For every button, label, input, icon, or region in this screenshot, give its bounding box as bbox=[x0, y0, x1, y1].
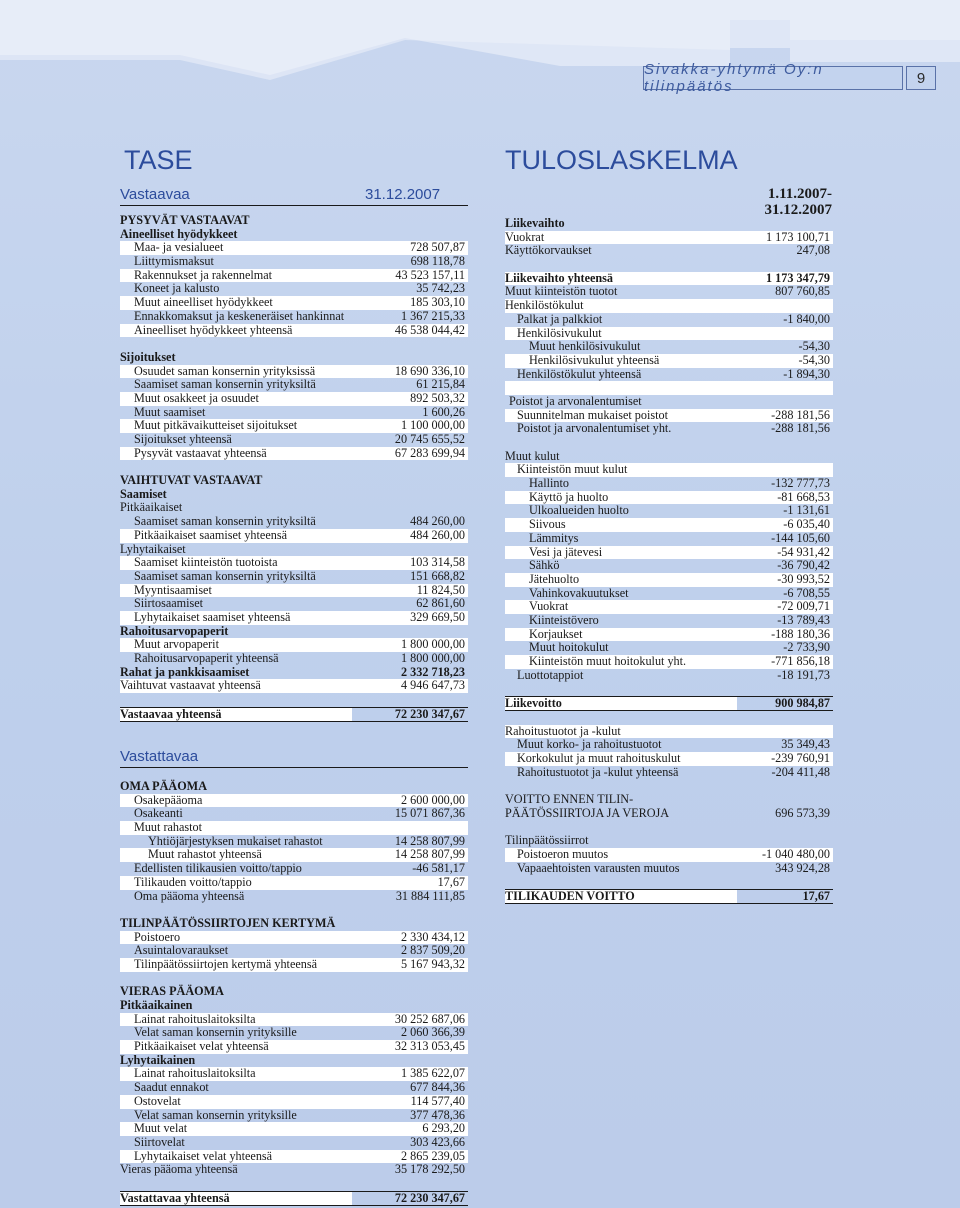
row-value bbox=[352, 693, 468, 707]
row-label: Henkilösivukulut yhteensä bbox=[505, 354, 737, 368]
row-value: -771 856,18 bbox=[737, 655, 833, 669]
row-value: 1 100 000,00 bbox=[352, 419, 468, 433]
row-label: Siivous bbox=[505, 518, 737, 532]
row-label: Pitkäaikaiset bbox=[120, 500, 183, 515]
tuloslaskelma-title: TULOSLASKELMA bbox=[505, 145, 738, 175]
row-label bbox=[505, 436, 737, 450]
row-label: Saadut ennakot bbox=[134, 1080, 209, 1095]
row-value: 2 330 434,12 bbox=[352, 931, 468, 945]
vastattavaa-header: Vastattavaa bbox=[120, 748, 199, 765]
row-value: 2 837 509,20 bbox=[401, 943, 465, 958]
row-value bbox=[352, 460, 468, 474]
row-label: Rahat ja pankkisaamiset bbox=[120, 664, 250, 679]
row-label: VIERAS PÄÄOMA bbox=[120, 984, 224, 999]
row-value bbox=[352, 351, 468, 365]
row-label: Pysyvät vastaavat yhteensä bbox=[120, 447, 352, 461]
row-label: PYSYVÄT VASTAAVAT bbox=[120, 213, 250, 227]
row-label: Jätehuolto bbox=[505, 573, 737, 587]
row-label: Kiinteistövero bbox=[529, 612, 599, 627]
row-value bbox=[352, 985, 468, 999]
row-value: 1 385 622,07 bbox=[352, 1067, 468, 1081]
row-value: -54,30 bbox=[737, 354, 833, 368]
row-label: TILINPÄÄTÖSSIIRTOJEN KERTYMÄ bbox=[120, 915, 336, 930]
row-label: Muut henkilösivukulut bbox=[529, 339, 641, 354]
row-value: 67 283 699,94 bbox=[352, 447, 468, 461]
row-label: Muut kulut bbox=[505, 448, 560, 463]
row-label: Vuokrat bbox=[505, 231, 737, 245]
row-value: 4 946 647,73 bbox=[352, 679, 468, 693]
row-label: Ennakkomaksut ja keskeneräiset hankinnat bbox=[134, 308, 345, 323]
row-value bbox=[352, 543, 468, 557]
row-value: 15 071 867,36 bbox=[394, 806, 465, 821]
row-value: -36 790,42 bbox=[777, 558, 830, 573]
row-label: Vahinkovakuutukset bbox=[529, 585, 629, 600]
row-value: -81 668,53 bbox=[737, 491, 833, 505]
row-value: 1 367 215,33 bbox=[401, 308, 465, 323]
vastaavaa-label: Vastaavaa bbox=[120, 186, 190, 203]
row-label: Henkilösivukulut bbox=[505, 327, 737, 341]
row-value: 11 824,50 bbox=[352, 584, 468, 598]
row-label: Saamiset saman konsernin yrityksiltä bbox=[134, 568, 316, 583]
row-label: Hallinto bbox=[529, 476, 569, 491]
row-value: -132 777,73 bbox=[771, 476, 830, 491]
row-label: Oma pääoma yhteensä bbox=[134, 888, 245, 903]
row-value: 30 252 687,06 bbox=[352, 1013, 468, 1027]
row-value bbox=[737, 711, 833, 725]
row-value bbox=[737, 436, 833, 450]
row-label bbox=[120, 460, 352, 474]
row-label: Poistot ja arvonalentumiset yht. bbox=[517, 421, 672, 436]
row-value: 18 690 336,10 bbox=[352, 365, 468, 379]
row-label: Yhtiöjärjestyksen mukaiset rahastot bbox=[148, 833, 323, 848]
row-label: VAIHTUVAT VASTAAVAT bbox=[120, 473, 263, 488]
row-value bbox=[352, 337, 468, 351]
row-label: Liikevaihto yhteensä bbox=[505, 272, 737, 286]
row-label: Rahoitusarvopaperit yhteensä bbox=[134, 651, 279, 665]
row-label: Aineelliset hyödykkeet yhteensä bbox=[120, 324, 352, 338]
row-label: Vaihtuvat vastaavat yhteensä bbox=[120, 679, 352, 693]
row-label: Osuudet saman konsernin yrityksissä bbox=[120, 365, 352, 379]
row-label bbox=[505, 711, 737, 725]
header-rule bbox=[120, 205, 468, 206]
row-value: 343 924,28 bbox=[775, 860, 830, 875]
row-value bbox=[352, 625, 468, 639]
row-value: -1 040 480,00 bbox=[737, 848, 833, 862]
row-label: Rahoitustuotot ja -kulut yhteensä bbox=[517, 764, 679, 779]
row-label: Edellisten tilikausien voitto/tappio bbox=[134, 861, 302, 876]
row-value bbox=[737, 299, 833, 313]
row-label: Sijoitukset yhteensä bbox=[134, 432, 232, 446]
row-label: TILIKAUDEN VOITTO bbox=[505, 889, 737, 904]
row-value: -18 191,73 bbox=[777, 667, 830, 682]
row-label: Lainat rahoituslaitoksilta bbox=[120, 1067, 352, 1081]
report-title: Sivakka-yhtymä Oy:n tilinpäätös bbox=[644, 61, 824, 95]
row-label: Saamiset saman konsernin yrityksiltä bbox=[134, 377, 316, 392]
row-label: VOITTO ENNEN TILIN- bbox=[505, 792, 634, 807]
row-label: Poistot ja arvonalentumiset bbox=[509, 393, 642, 408]
row-value: 31 884 111,85 bbox=[395, 888, 465, 903]
row-value: 2 332 718,23 bbox=[401, 664, 465, 679]
row-label: Lyhytaikainen bbox=[120, 1052, 196, 1067]
row-label bbox=[505, 875, 737, 889]
row-value: -1 131,61 bbox=[783, 503, 830, 518]
row-label: Vastaavaa yhteensä bbox=[120, 707, 352, 722]
row-value: -13 789,43 bbox=[777, 612, 830, 627]
row-value bbox=[352, 917, 468, 931]
row-value bbox=[737, 834, 833, 848]
row-value: 17,67 bbox=[352, 876, 468, 890]
row-value: 185 303,10 bbox=[352, 296, 468, 310]
row-value: -2 733,90 bbox=[783, 640, 830, 655]
row-label bbox=[505, 780, 737, 794]
row-label: Korjaukset bbox=[505, 628, 737, 642]
row-label bbox=[120, 693, 352, 707]
row-value: 2 865 239,05 bbox=[352, 1150, 468, 1164]
row-value: 72 230 347,67 bbox=[352, 1191, 468, 1206]
row-value: 61 215,84 bbox=[416, 377, 465, 392]
row-value bbox=[352, 821, 468, 835]
row-label: Muut rahastot yhteensä bbox=[120, 848, 352, 862]
row-label: Asuintalovaraukset bbox=[134, 943, 229, 958]
row-value: -72 009,71 bbox=[737, 600, 833, 614]
row-value bbox=[737, 327, 833, 341]
row-label: OMA PÄÄOMA bbox=[120, 779, 207, 793]
row-value bbox=[352, 1054, 468, 1068]
row-value bbox=[352, 501, 468, 515]
row-label: Osakeanti bbox=[134, 806, 183, 821]
row-value: -1 840,00 bbox=[783, 311, 830, 326]
row-value: 5 167 943,32 bbox=[352, 958, 468, 972]
row-label: Rahoitusarvopaperit bbox=[120, 623, 229, 638]
row-label: Muut hoitokulut bbox=[529, 640, 609, 655]
row-label: Luottotappiot bbox=[517, 667, 584, 682]
row-value: 1 173 100,71 bbox=[737, 231, 833, 245]
row-label: Palkat ja palkkiot bbox=[517, 311, 603, 326]
row-value: -6 708,55 bbox=[783, 585, 830, 600]
row-label: Poistoero bbox=[120, 931, 352, 945]
row-label: Lyhytaikaiset bbox=[120, 541, 186, 556]
row-value: 6 293,20 bbox=[352, 1122, 468, 1136]
row-value: -188 180,36 bbox=[737, 628, 833, 642]
row-value: 1 173 347,79 bbox=[737, 272, 833, 286]
row-label: Vuokrat bbox=[505, 600, 737, 614]
row-label: Tilinpäätössiirrot bbox=[505, 833, 589, 848]
row-value: -288 181,56 bbox=[737, 409, 833, 423]
row-value bbox=[737, 217, 833, 231]
row-value bbox=[737, 780, 833, 794]
row-value bbox=[737, 682, 833, 696]
row-value: 72 230 347,67 bbox=[352, 707, 468, 722]
row-label: Vesi ja jätevesi bbox=[505, 546, 737, 560]
row-value: 728 507,87 bbox=[352, 241, 468, 255]
vastattavaa-rule bbox=[120, 767, 468, 768]
row-label: Koneet ja kalusto bbox=[134, 281, 220, 296]
row-value bbox=[352, 780, 468, 794]
row-value: 484 260,00 bbox=[352, 529, 468, 543]
row-label: Muut korko- ja rahoitustuotot bbox=[517, 737, 662, 752]
row-label: Käyttökorvaukset bbox=[505, 243, 592, 258]
row-label: Sähkö bbox=[529, 558, 560, 573]
row-label: Rakennukset ja rakennelmat bbox=[120, 269, 352, 283]
row-value bbox=[737, 793, 833, 807]
row-value bbox=[352, 972, 468, 986]
row-label: Kiinteistön muut kulut bbox=[505, 463, 737, 477]
row-value: -204 411,48 bbox=[771, 764, 830, 779]
row-value: 698 118,78 bbox=[410, 254, 465, 269]
row-label bbox=[505, 258, 737, 272]
row-label bbox=[120, 1177, 352, 1191]
row-value: 329 669,50 bbox=[352, 611, 468, 625]
row-value: 20 745 655,52 bbox=[394, 432, 465, 446]
row-label: Muut velat bbox=[120, 1122, 352, 1136]
row-label: Pitkäaikaiset velat yhteensä bbox=[120, 1040, 352, 1054]
row-value: 32 313 053,45 bbox=[352, 1040, 468, 1054]
row-value bbox=[737, 725, 833, 739]
report-title-box bbox=[643, 61, 903, 95]
tulos-date: 1.11.2007-31.12.2007 bbox=[764, 186, 832, 218]
row-value bbox=[737, 821, 833, 835]
row-label: Muut saamiset bbox=[134, 404, 206, 419]
row-value: 377 478,36 bbox=[410, 1107, 465, 1122]
row-value: 1 600,26 bbox=[422, 404, 465, 419]
row-value: 2 600 000,00 bbox=[352, 794, 468, 808]
row-value: -288 181,56 bbox=[771, 421, 830, 436]
row-value: 696 573,39 bbox=[775, 805, 830, 820]
row-value bbox=[737, 258, 833, 272]
row-label: Rahoitustuotot ja -kulut bbox=[505, 725, 737, 739]
row-value: 677 844,36 bbox=[410, 1080, 465, 1095]
row-value: -1 894,30 bbox=[783, 366, 830, 381]
row-value bbox=[352, 488, 468, 502]
row-label bbox=[120, 972, 352, 986]
row-label: Henkilöstökulut bbox=[505, 299, 737, 313]
row-value: 892 503,32 bbox=[352, 392, 468, 406]
row-value: -46 581,17 bbox=[412, 861, 465, 876]
row-label: Ulkoalueiden huolto bbox=[529, 503, 629, 518]
row-value: 62 861,60 bbox=[416, 596, 465, 611]
row-label: Lainat rahoituslaitoksilta bbox=[120, 1013, 352, 1027]
row-label: Aineelliset hyödykkeet bbox=[120, 226, 238, 241]
row-value: 1 800 000,00 bbox=[401, 651, 465, 665]
row-label: Korkokulut ja muut rahoituskulut bbox=[505, 752, 737, 766]
row-label: Saamiset bbox=[120, 486, 167, 501]
row-label: Poistoeron muutos bbox=[505, 848, 737, 862]
row-label: Sijoitukset bbox=[120, 349, 176, 364]
row-value: 247,08 bbox=[796, 243, 830, 258]
row-label: Kiinteistön muut hoitokulut yht. bbox=[505, 655, 737, 669]
row-value: -144 105,60 bbox=[771, 530, 830, 545]
row-value: 114 577,40 bbox=[352, 1095, 468, 1109]
row-value bbox=[352, 1177, 468, 1191]
tase-title: TASE bbox=[124, 145, 193, 175]
row-label: PÄÄTÖSSIIRTOJA JA VEROJA bbox=[505, 805, 670, 820]
tase-date: 31.12.2007 bbox=[365, 186, 441, 203]
row-label: Muut arvopaperit bbox=[120, 638, 352, 652]
row-label: Vastattavaa yhteensä bbox=[120, 1191, 352, 1206]
row-value: -239 760,91 bbox=[737, 752, 833, 766]
row-label: Henkilöstökulut yhteensä bbox=[517, 366, 642, 381]
row-label: Velat saman konsernin yrityksille bbox=[134, 1107, 297, 1122]
row-label: Siirtosaamiset bbox=[134, 596, 204, 611]
row-value: 14 258 807,99 bbox=[394, 833, 465, 848]
row-value: 103 314,58 bbox=[352, 556, 468, 570]
row-value: 807 760,85 bbox=[775, 284, 830, 299]
row-label: Liikevaihto bbox=[505, 216, 565, 230]
row-value: 900 984,87 bbox=[737, 696, 833, 711]
row-value bbox=[737, 875, 833, 889]
row-label: Velat saman konsernin yrityksille bbox=[134, 1025, 297, 1040]
row-label: Ostovelat bbox=[120, 1095, 352, 1109]
row-value bbox=[352, 228, 468, 242]
row-label bbox=[505, 821, 737, 835]
row-label bbox=[505, 381, 737, 395]
page-number: 9 bbox=[906, 66, 936, 90]
row-label bbox=[505, 682, 737, 696]
row-value: -54,30 bbox=[798, 339, 830, 354]
row-label: Vapaaehtoisten varausten muutos bbox=[517, 860, 680, 875]
row-label: Liittymismaksut bbox=[134, 254, 214, 269]
row-label: Tilikauden voitto/tappio bbox=[120, 876, 352, 890]
row-value: -30 993,52 bbox=[737, 573, 833, 587]
row-label: Muut aineelliset hyödykkeet bbox=[120, 296, 352, 310]
row-label: Saamiset saman konsernin yrityksiltä bbox=[134, 514, 316, 529]
row-label: Pitkäaikaiset saamiset yhteensä bbox=[120, 529, 352, 543]
row-value: -6 035,40 bbox=[737, 518, 833, 532]
row-value bbox=[352, 903, 468, 917]
row-label: Maa- ja vesialueet bbox=[120, 241, 352, 255]
row-value bbox=[737, 463, 833, 477]
row-value bbox=[352, 999, 468, 1013]
row-label: Muut rahastot bbox=[120, 821, 352, 835]
row-label bbox=[120, 337, 352, 351]
row-value: 35 349,43 bbox=[781, 737, 830, 752]
row-label: Siirtovelat bbox=[134, 1134, 185, 1149]
row-label: Muut pitkävaikutteiset sijoitukset bbox=[120, 419, 352, 433]
row-value bbox=[737, 450, 833, 464]
row-value: 35 742,23 bbox=[416, 281, 465, 296]
row-value: 43 523 157,11 bbox=[352, 269, 468, 283]
row-label: Saamiset kiinteistön tuotoista bbox=[120, 556, 352, 570]
row-value: 151 668,82 bbox=[410, 568, 465, 583]
row-label: Pitkäaikainen bbox=[120, 998, 193, 1012]
row-label: Muut kiinteistön tuotot bbox=[505, 284, 618, 299]
row-value: 17,67 bbox=[737, 889, 833, 904]
row-label: Lyhytaikaiset velat yhteensä bbox=[120, 1150, 352, 1164]
row-value bbox=[352, 214, 468, 228]
row-label: Liikevoitto bbox=[505, 696, 737, 711]
row-label: Lyhytaikaiset saamiset yhteensä bbox=[120, 611, 352, 625]
row-value: 484 260,00 bbox=[410, 514, 465, 529]
row-label: Lämmitys bbox=[529, 530, 579, 545]
row-value bbox=[737, 395, 833, 409]
row-label: Suunnitelman mukaiset poistot bbox=[505, 409, 737, 423]
row-label: Muut osakkeet ja osuudet bbox=[120, 392, 352, 406]
row-value: 46 538 044,42 bbox=[352, 324, 468, 338]
row-label: Osakepääoma bbox=[120, 794, 352, 808]
row-value: 35 178 292,50 bbox=[394, 1162, 465, 1177]
row-value: 1 800 000,00 bbox=[352, 638, 468, 652]
row-value: 303 423,66 bbox=[410, 1134, 465, 1149]
row-label: Käyttö ja huolto bbox=[505, 491, 737, 505]
row-label: Vieras pääoma yhteensä bbox=[120, 1162, 238, 1177]
row-value bbox=[352, 474, 468, 488]
row-value: 14 258 807,99 bbox=[352, 848, 468, 862]
vastaavaa-header bbox=[120, 186, 468, 203]
row-label: Myyntisaamiset bbox=[120, 584, 352, 598]
row-label bbox=[120, 903, 352, 917]
row-value: 2 060 366,39 bbox=[401, 1025, 465, 1040]
row-value bbox=[737, 381, 833, 395]
row-value: -54 931,42 bbox=[737, 546, 833, 560]
row-label: Tilinpäätössiirtojen kertymä yhteensä bbox=[120, 958, 352, 972]
